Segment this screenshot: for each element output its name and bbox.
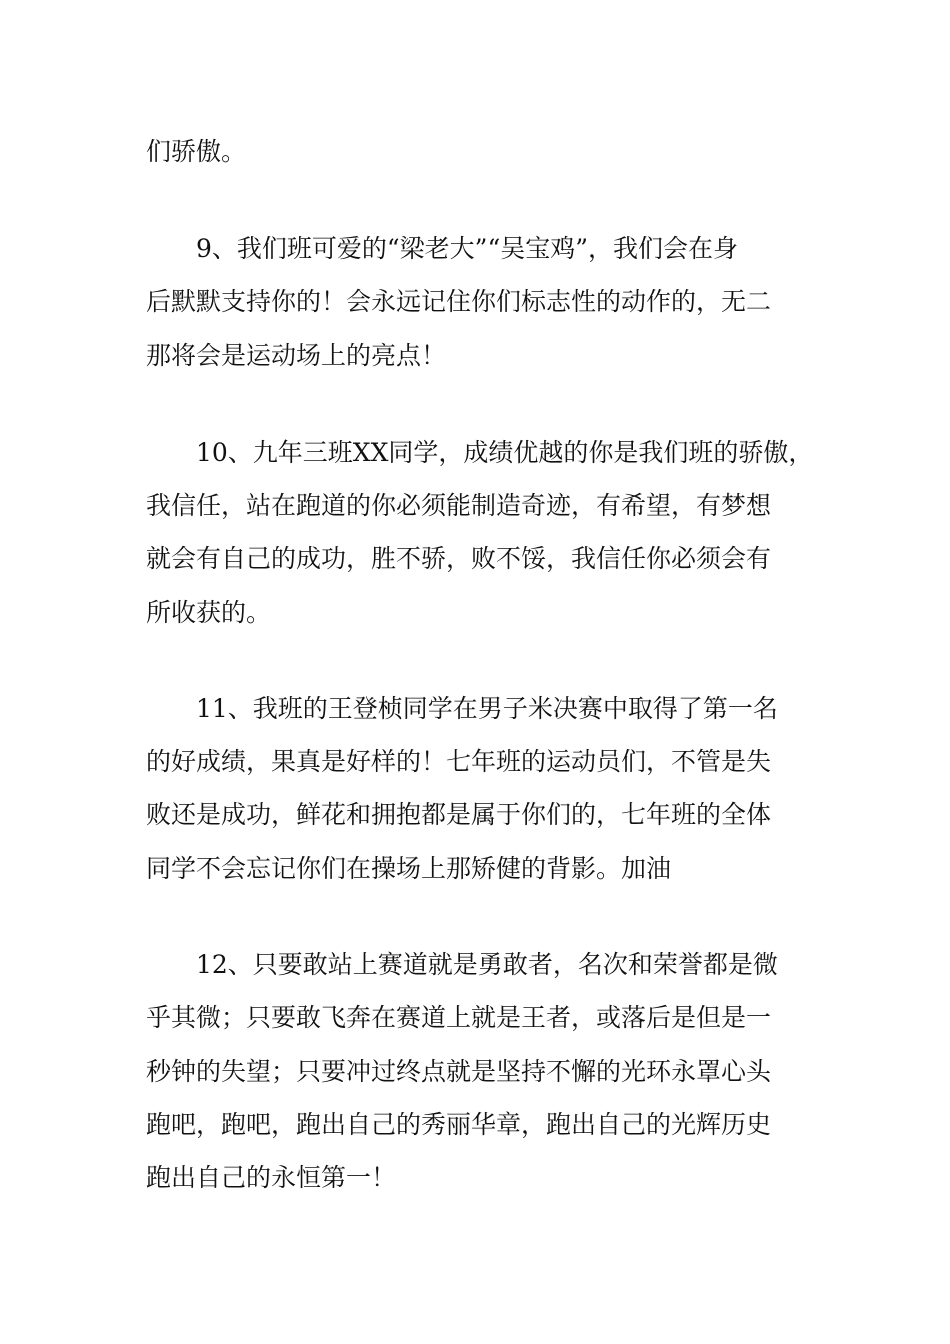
paragraph-9-line-1: 9、我们班可爱的“梁老大”“吴宝鸡”，我们会在身 — [196, 234, 739, 263]
paragraph-10-line-3: 就会有自己的成功，胜不骄，败不馁，我信任你必须会有 — [146, 544, 772, 573]
paragraph-10-line-1: 10、九年三班XX同学，成绩优越的你是我们班的骄傲， — [196, 438, 814, 467]
paragraph-12-line-2: 乎其微；只要敢飞奔在赛道上就是王者，或落后是但是一 — [146, 1003, 772, 1032]
paragraph-11-line-1: 11、我班的王登桢同学在男子米决赛中取得了第一名 — [196, 694, 778, 723]
paragraph-10-line-4: 所收获的。 — [146, 598, 272, 627]
paragraph-9-line-2: 后默默支持你的！会永远记住你们标志性的动作的，无二 — [146, 287, 772, 316]
paragraph-11-line-2: 的好成绩，果真是好样的！七年班的运动员们，不管是失 — [146, 747, 772, 776]
paragraph-12-line-1: 12、只要敢站上赛道就是勇敢者，名次和荣誉都是微 — [196, 950, 778, 979]
paragraph-8-line-3: 们骄傲。 — [146, 137, 247, 166]
paragraph-12-line-4: 跑吧，跑吧，跑出自己的秀丽华章，跑出自己的光辉历史 — [146, 1110, 772, 1139]
paragraph-11-line-4: 同学不会忘记你们在操场上那矫健的背影。加油 — [146, 854, 672, 883]
paragraph-9-line-3: 那将会是运动场上的亮点！ — [146, 341, 447, 370]
paragraph-12-line-3: 秒钟的失望；只要冲过终点就是坚持不懈的光环永罩心头 — [146, 1057, 772, 1086]
paragraph-11-line-3: 败还是成功，鲜花和拥抱都是属于你们的，七年班的全体 — [146, 800, 772, 829]
paragraph-10-line-2: 我信任，站在跑道的你必须能制造奇迹，有希望，有梦想 — [146, 491, 772, 520]
paragraph-12-line-5: 跑出自己的永恒第一！ — [146, 1163, 397, 1192]
